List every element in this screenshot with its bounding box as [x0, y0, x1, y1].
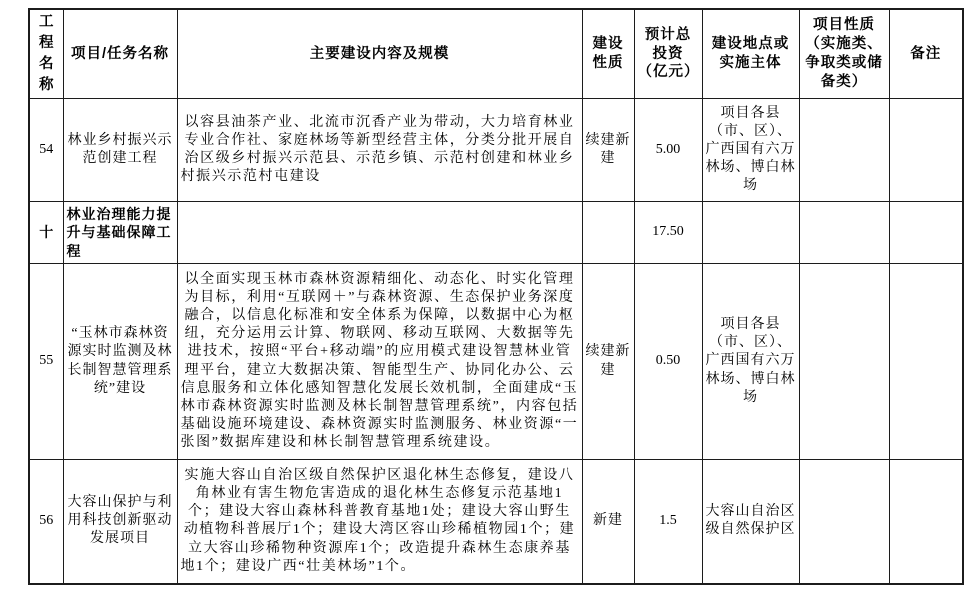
col-header-remark: 备注: [889, 9, 963, 99]
investment-cell: 1.5: [634, 460, 702, 584]
col-header-location: 建设地点或实施主体: [702, 9, 799, 99]
project-property-cell: [799, 460, 889, 584]
construction-nature-cell: 续建新建: [582, 99, 634, 202]
col-header-project-property: 项目性质（实施类、争取类或储备类）: [799, 9, 889, 99]
project-number-cell: 十: [29, 202, 63, 264]
project-property-cell: [799, 99, 889, 202]
col-header-project-name: 项目/任务名称: [63, 9, 177, 99]
col-header-main-content: 主要建设内容及规模: [177, 9, 582, 99]
project-name-cell: “玉林市森林资源实时监测及林长制智慧管理系统”建设: [63, 264, 177, 460]
project-number-cell: 56: [29, 460, 63, 584]
project-property-cell: [799, 202, 889, 264]
project-name-cell: 林业治理能力提升与基础保障工程: [63, 202, 177, 264]
table-row-group-10: [29, 202, 963, 264]
header-row: [29, 9, 963, 99]
remark-cell: [889, 99, 963, 202]
remark-cell: [889, 460, 963, 584]
project-number-cell: 55: [29, 264, 63, 460]
table-row-55: [29, 264, 963, 460]
main-content-cell: 以全面实现玉林市森林资源精细化、动态化、时实化管理为目标，利用“互联网＋”与森林资源、生态保护业务深度融合，以信息化标准和安全体系为保障，以数据中心为枢纽，充分运用云计算、物联网、移动互联网、大数据等先进技术，按照“平台+移动端”的应用模式建设智慧林业管理平台，建立大数据决策、智能型生产、协同化办公、云信息服务和立体化感知智慧化发展长效机制，全面建成“玉林市森林资源实时监测及林长制智慧管理系统”，内容包括基础设施环境建设、森林资源实时监测服务、林业资源“一张图”数据库建设和林长制智慧管理系统建设。: [177, 264, 582, 460]
table-row-54: [29, 99, 963, 202]
col-header-project-group-label: 工程名称: [38, 14, 54, 94]
construction-nature-cell: 续建新建: [582, 264, 634, 460]
location-cell: 项目各县（市、区）、广西国有六万林场、博白林场: [702, 99, 799, 202]
investment-cell: 0.50: [634, 264, 702, 460]
project-property-cell: [799, 264, 889, 460]
location-cell: [702, 202, 799, 264]
col-header-construction-nature: 建设性质: [582, 9, 634, 99]
investment-cell: 17.50: [634, 202, 702, 264]
project-name-cell: 林业乡村振兴示范创建工程: [63, 99, 177, 202]
remark-cell: [889, 264, 963, 460]
project-name-cell: 大容山保护与利用科技创新驱动发展项目: [63, 460, 177, 584]
forestry-project-table: [28, 8, 964, 585]
main-content-cell: 以容县油茶产业、北流市沉香产业为带动，大力培育林业专业合作社、家庭林场等新型经营主体，分类分批开展自治区级乡村振兴示范县、示范乡镇、示范村创建和林业乡村振兴示范村屯建设: [177, 99, 582, 202]
main-content-cell: 实施大容山自治区级自然保护区退化林生态修复，建设八角林业有害生物危害造成的退化林生态修复示范基地1个；建设大容山森林科普教育基地1处；建设大容山野生动植物科普展厅1个；建设大湾区容山珍稀植物园1个；建立大容山珍稀物种资源库1个；改造提升森林生态康养基地1个；建设广西“壮美林场”1个。: [177, 460, 582, 584]
col-header-total-investment: 预计总投资（亿元）: [634, 9, 702, 99]
table-row-56: [29, 460, 963, 584]
project-number-cell: 54: [29, 99, 63, 202]
construction-nature-cell: 新建: [582, 460, 634, 584]
col-header-project-group: [29, 9, 63, 99]
location-cell: 项目各县（市、区）、广西国有六万林场、博白林场: [702, 264, 799, 460]
investment-cell: 5.00: [634, 99, 702, 202]
remark-cell: [889, 202, 963, 264]
location-cell: 大容山自治区级自然保护区: [702, 460, 799, 584]
main-content-cell: [177, 202, 582, 264]
construction-nature-cell: [582, 202, 634, 264]
